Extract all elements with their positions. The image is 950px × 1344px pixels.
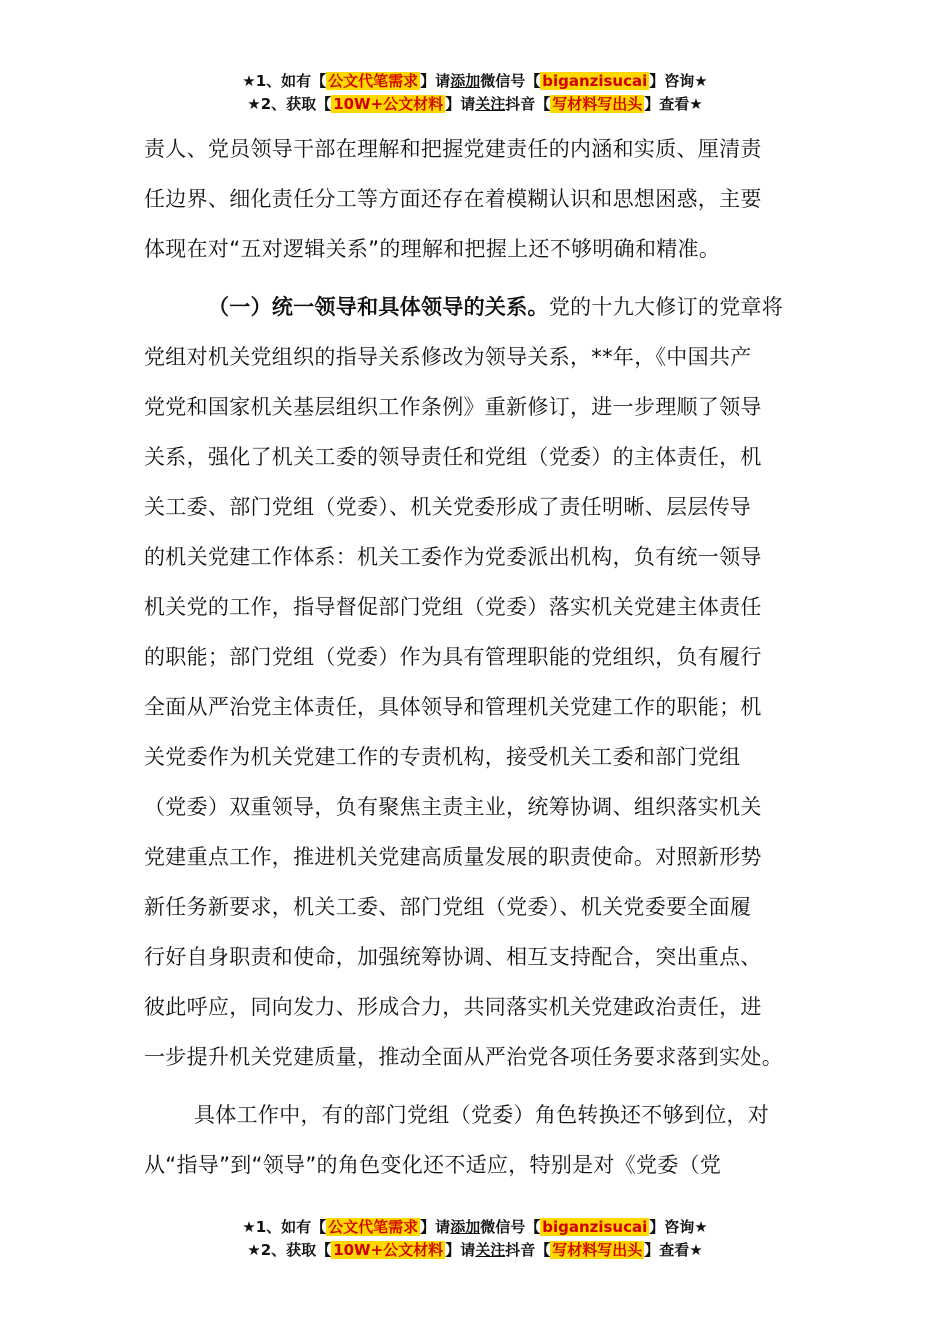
- text-fragment: 党的十九大修订的党章将: [548, 295, 784, 319]
- highlight-service: 公文代笔需求: [328, 1218, 419, 1236]
- text-line: 全面从严治党主体责任，具体领导和管理机关党建工作的职能；机: [144, 695, 762, 719]
- highlight-wechat-id: biganzisucai: [542, 72, 648, 90]
- highlight-service: 公文代笔需求: [328, 72, 419, 90]
- highlight-materials: 10W+公文材料: [333, 95, 444, 113]
- text-line: 彼此呼应，同向发力、形成合力，共同落实机关党建政治责任，进: [144, 995, 762, 1019]
- banner-text: 】请: [445, 1241, 476, 1259]
- text-line: 体现在对“五对逻辑关系”的理解和把握上还不够明确和精准。: [144, 237, 721, 261]
- text-line: 新任务新要求，机关工委、部门党组（党委）、机关党委要全面履: [144, 895, 752, 919]
- banner-underlined-text: 关注: [475, 95, 506, 113]
- text-line: （党委）双重领导，负有聚焦主责主业，统筹协调、组织落实机关: [144, 795, 762, 819]
- banner-underlined-text: 添加: [450, 72, 481, 90]
- document-body: [144, 124, 806, 1190]
- banner-line-2: [0, 1239, 950, 1262]
- text-line: 关工委、部门党组（党委）、机关党委形成了责任明晰、层层传导: [144, 495, 752, 519]
- banner-text: 】请: [420, 1218, 451, 1236]
- section-heading: （一）统一领导和具体领导的关系。: [208, 295, 549, 319]
- text-line: 行好自身职责和使命，加强统筹协调、相互支持配合，突出重点、: [144, 945, 762, 969]
- banner-text: 】咨询★: [649, 1218, 708, 1236]
- banner-text: 】咨询★: [649, 72, 708, 90]
- banner-text: 】查看★: [644, 95, 703, 113]
- banner-text: 微信号【: [480, 72, 541, 90]
- banner-text: ★1、如有【: [242, 1218, 327, 1236]
- text-line: 党党和国家机关基层组织工作条例》重新修订，进一步理顺了领导: [144, 395, 762, 419]
- banner-text: 抖音【: [505, 95, 551, 113]
- banner-underlined-text: 关注: [475, 1241, 506, 1259]
- banner-text: ★2、获取【: [247, 95, 332, 113]
- footer-banner: [0, 1216, 950, 1262]
- banner-text: 】请: [445, 95, 476, 113]
- paragraph-3: [144, 1090, 806, 1190]
- highlight-douyin-account: 写材料写出头: [552, 1241, 643, 1259]
- text-line: 的机关党建工作体系：机关工委作为党委派出机构，负有统一领导: [144, 545, 762, 569]
- text-line: 机关党的工作，指导督促部门党组（党委）落实机关党建主体责任: [144, 595, 762, 619]
- text-line: 任边界、细化责任分工等方面还存在着模糊认识和思想困惑，主要: [144, 187, 762, 211]
- banner-line-2: [0, 93, 950, 116]
- text-line: 关系，强化了机关工委的领导责任和党组（党委）的主体责任，机: [144, 445, 762, 469]
- banner-text: 抖音【: [505, 1241, 551, 1259]
- text-line: 关党委作为机关党建工作的专责机构，接受机关工委和部门党组: [144, 745, 741, 769]
- text-line: 责人、党员领导干部在理解和把握党建责任的内涵和实质、厘清责: [144, 137, 762, 161]
- banner-line-1: [0, 1216, 950, 1239]
- banner-text: ★2、获取【: [247, 1241, 332, 1259]
- banner-text: ★1、如有【: [242, 72, 327, 90]
- text-line: [144, 282, 806, 332]
- text-line: 一步提升机关党建质量，推动全面从严治党各项任务要求落到实处。: [144, 1045, 783, 1069]
- banner-text: 】查看★: [644, 1241, 703, 1259]
- banner-underlined-text: 添加: [450, 1218, 481, 1236]
- highlight-materials: 10W+公文材料: [333, 1241, 444, 1259]
- highlight-douyin-account: 写材料写出头: [552, 95, 643, 113]
- highlight-wechat-id: biganzisucai: [542, 1218, 648, 1236]
- banner-text: 】请: [420, 72, 451, 90]
- banner-line-1: [0, 70, 950, 93]
- text-line: 党组对机关党组织的指导关系修改为领导关系，**年，《中国共产: [144, 345, 752, 369]
- text-line: 具体工作中，有的部门党组（党委）角色转换还不够到位，对: [194, 1103, 770, 1127]
- text-line: 党建重点工作，推进机关党建高质量发展的职责使命。对照新形势: [144, 845, 762, 869]
- paragraph-1: [144, 124, 806, 274]
- header-banner: [0, 70, 950, 116]
- text-line: 从“指导”到“领导”的角色变化还不适应，特别是对《党委（党: [144, 1153, 722, 1177]
- paragraph-2: [144, 282, 806, 1082]
- banner-text: 微信号【: [480, 1218, 541, 1236]
- text-line: 的职能；部门党组（党委）作为具有管理职能的党组织，负有履行: [144, 645, 762, 669]
